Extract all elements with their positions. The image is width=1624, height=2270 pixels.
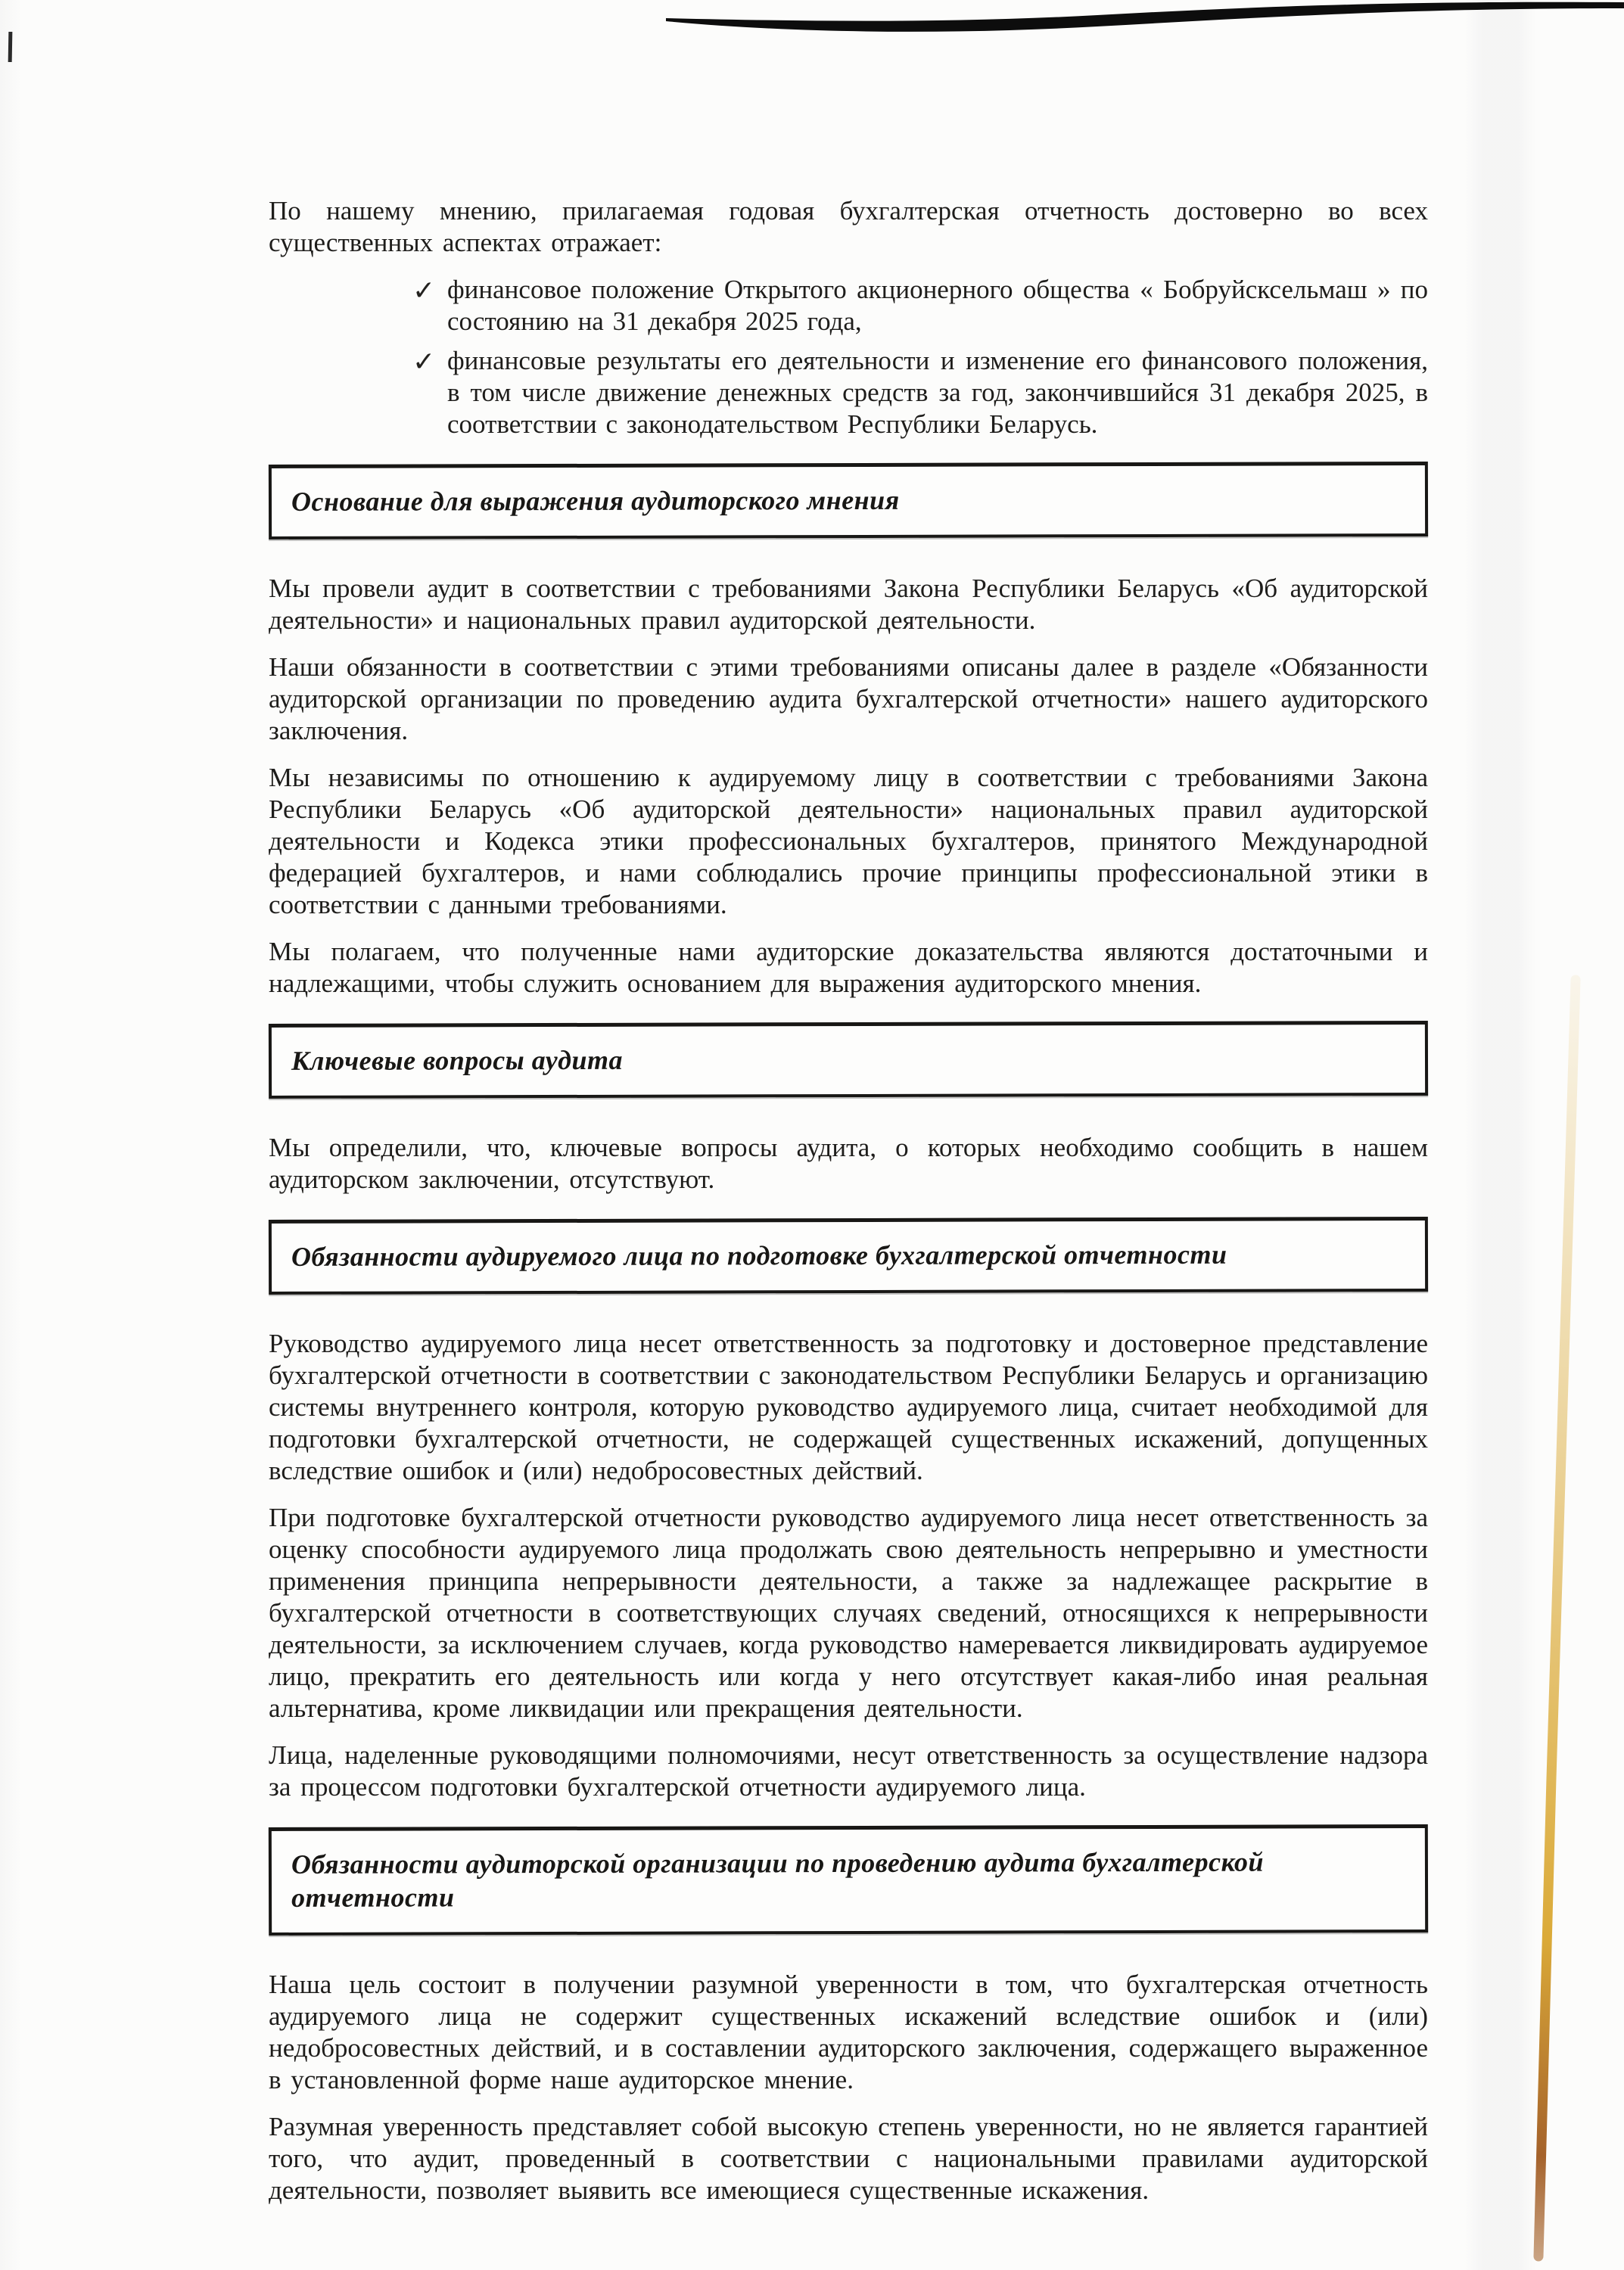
- document-body: [269, 195, 1428, 2222]
- body-paragraph: Разумная уверенность представляет собой высокую степень уверенности, но не является гарантией того, что аудит, проведенный в соответствии с национальными правилами аудиторской деятельности, позволяет выявить все имеющиеся существенные искажения.: [269, 2112, 1428, 2205]
- opinion-intro-paragraph: По нашему мнению, прилагаемая годовая бухгалтерская отчетность достоверно во всех существенных аспектах отражает:: [269, 196, 1428, 257]
- section-heading: Обязанности аудиторской организации по проведению аудита бухгалтерской отчетности: [291, 1846, 1265, 1913]
- body-paragraph: Руководство аудируемого лица несет ответственность за подготовку и достоверное представление бухгалтерской отчетности в соответствии с законодательством Республики Беларусь и организацию системы внутреннего контроля, которую руководство аудируемого лица, считает необходимой для подготовки бухгалтерской отчетности, не содержащей существенных искажений, допущенных вследствие ошибок и (или) недобросовестных действий.: [269, 1329, 1428, 1485]
- scan-stripe-right: [1538, 980, 1576, 2256]
- section-heading-box: [269, 1021, 1428, 1099]
- bullet-text: финансовое положение Открытого акционерного общества « Бобруйсксельмаш » по состоянию на 31 декабря 2025 года,: [447, 275, 1428, 336]
- bullet-item: [412, 274, 1428, 337]
- body-paragraph: Наша цель состоит в получении разумной уверенности в том, что бухгалтерская отчетность аудируемого лица не содержит существенных искажений вследствие ошибок и (или) недобросовестных действий, и в составлении аудиторского заключения, содержащего выраженное в установленной форме наше аудиторское мнение.: [269, 1970, 1428, 2094]
- bullet-item: [412, 345, 1428, 440]
- section-heading: Основание для выражения аудиторского мнения: [291, 484, 900, 517]
- body-paragraph: Наши обязанности в соответствии с этими требованиями описаны далее в разделе «Обязанности аудиторской организации по проведению аудита бухгалтерской отчетности» нашего аудиторского заключения.: [269, 652, 1428, 745]
- body-paragraph: Лица, наделенные руководящими полномочиями, несут ответственность за осуществление надзора за процессом подготовки бухгалтерской отчетности аудируемого лица.: [269, 1740, 1428, 1802]
- section-heading-box: [269, 1217, 1428, 1295]
- section-heading-box: [269, 462, 1428, 540]
- checkmark-icon: ✓: [412, 275, 436, 306]
- body-paragraph: Мы независимы по отношению к аудируемому лицу в соответствии с требованиями Закона Республики Беларусь «Об аудиторской деятельности» национальных правил аудиторской деятельности и Кодекса этики профессиональных бухгалтеров, принятого Международной федерацией бухгалтеров, и нами соблюдались прочие принципы профессиональной этики в соответствии с данными требованиями.: [269, 763, 1428, 919]
- section-heading: Ключевые вопросы аудита: [291, 1044, 624, 1076]
- scan-mark-left: [8, 32, 13, 62]
- body-paragraph: При подготовке бухгалтерской отчетности руководство аудируемого лица несет ответственность за оценку способности аудируемого лица продолжать свою деятельность непрерывно и уместности применения принципа непрерывности деятельности, а также за надлежащее раскрытие в бухгалтерской отчетности в соответствующих случаях сведений, относящихся к непрерывности деятельности, за исключением случаев, когда руководство намеревается ликвидировать аудируемое лицо, прекратить его деятельность или когда у него отсутствует какая-либо иная реальная альтернатива, кроме ликвидации или прекращения деятельности.: [269, 1503, 1428, 1723]
- scan-smudge-top: [666, 2, 1624, 32]
- checkmark-icon: ✓: [412, 347, 436, 377]
- body-paragraph: Мы провели аудит в соответствии с требованиями Закона Республики Беларусь «Об аудиторской деятельности» и национальных правил аудиторской деятельности.: [269, 574, 1428, 635]
- section-heading: Обязанности аудируемого лица по подготовке бухгалтерской отчетности: [291, 1239, 1227, 1272]
- bullet-text: финансовые результаты его деятельности и изменение его финансового положения, в том числе движение денежных средств за год, закончившийся 31 декабря 2025, в соответствии с законодательством Республики Беларусь.: [447, 346, 1428, 439]
- opinion-bullet-list: [412, 274, 1428, 440]
- section-heading-box: [269, 1824, 1428, 1936]
- body-paragraph: Мы полагаем, что полученные нами аудиторские доказательства являются достаточными и надлежащими, чтобы служить основанием для выражения аудиторского мнения.: [269, 937, 1428, 998]
- body-paragraph: Мы определили, что, ключевые вопросы аудита, о которых необходимо сообщить в нашем аудиторском заключении, отсутствуют.: [269, 1133, 1428, 1194]
